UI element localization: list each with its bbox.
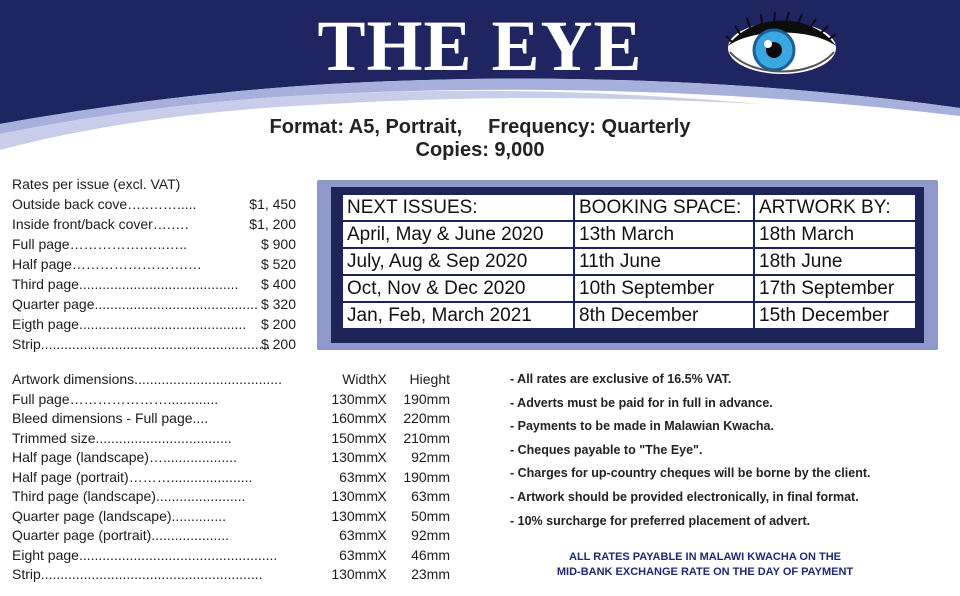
rate-label: Half page…………………….… bbox=[12, 256, 202, 272]
dim-label: Quarter page (portrait).................... bbox=[12, 527, 230, 543]
dim-x: X bbox=[377, 566, 387, 582]
rate-row bbox=[12, 294, 296, 314]
rate-label: Inside front/back cover….…. bbox=[12, 216, 189, 232]
dim-label: Strip......................................................... bbox=[12, 566, 263, 582]
dim-x: X bbox=[377, 468, 387, 485]
rate-label: Eigth page........................................... bbox=[12, 316, 247, 332]
table-cell: July, Aug & Sep 2020 bbox=[342, 248, 574, 275]
table-header-cell: BOOKING SPACE: bbox=[574, 194, 754, 221]
table-cell: 8th December bbox=[574, 302, 754, 329]
table-cell: 10th September bbox=[574, 275, 754, 302]
rate-price: $ 320 bbox=[260, 296, 296, 312]
rate-label: Outside back cove…..……..... bbox=[12, 196, 197, 212]
rate-row bbox=[12, 274, 296, 294]
dim-width: Width bbox=[342, 371, 378, 387]
dim-width: 63mm bbox=[339, 546, 378, 563]
dim-height: 63mm bbox=[411, 488, 450, 504]
note-item: - Charges for up-country cheques will be borne by the client. bbox=[510, 466, 871, 481]
rate-label: Third page......................................... bbox=[12, 276, 239, 292]
dim-width: 63mm bbox=[339, 527, 378, 543]
dim-x: X bbox=[377, 527, 387, 543]
rate-row bbox=[12, 194, 296, 214]
table-header-row bbox=[342, 194, 916, 221]
dim-label: Full page…………………............. bbox=[12, 390, 219, 407]
dimension-row bbox=[12, 487, 472, 507]
table-cell: 17th September bbox=[754, 275, 916, 302]
dimension-row bbox=[12, 565, 472, 585]
footer-line: MID-BANK EXCHANGE RATE ON THE DAY OF PAYMENT bbox=[556, 566, 854, 578]
dim-label: Artwork dimensions...................................... bbox=[12, 371, 282, 387]
table-row bbox=[342, 248, 916, 275]
dimension-row bbox=[12, 448, 472, 468]
rate-row bbox=[12, 334, 296, 354]
rate-price: $ 200 bbox=[260, 316, 296, 332]
note-item: - 10% surcharge for preferred placement of advert. bbox=[510, 513, 811, 528]
rates-heading: Rates per issue (excl. VAT) bbox=[12, 176, 181, 192]
rate-price: $1, 200 bbox=[249, 216, 296, 232]
payment-footer bbox=[500, 550, 910, 580]
magazine-title: THE EYE bbox=[317, 6, 643, 86]
format-frequency-line bbox=[0, 116, 960, 138]
rate-label: Full page…………….…..….. bbox=[12, 236, 188, 252]
dim-x: X bbox=[377, 371, 387, 387]
rate-price: $ 900 bbox=[260, 236, 296, 252]
dim-x: X bbox=[377, 390, 387, 407]
table-header-cell: NEXT ISSUES: bbox=[342, 194, 574, 221]
table-cell: 18th June bbox=[754, 248, 916, 275]
dim-width: 63mm bbox=[339, 468, 378, 485]
note-item: - Adverts must be paid for in full in advance. bbox=[510, 395, 773, 410]
dim-label: Third page (landscape)....................... bbox=[12, 488, 246, 504]
note-item: - Payments to be made in Malawian Kwacha. bbox=[510, 419, 774, 434]
dim-width: 130mm bbox=[331, 390, 378, 407]
dim-height: Hieght bbox=[409, 371, 450, 387]
dimension-row bbox=[12, 390, 472, 410]
table-cell: 15th December bbox=[754, 302, 916, 329]
terms-notes bbox=[510, 370, 950, 535]
dim-height: 190mm bbox=[403, 468, 450, 485]
footer-line: ALL RATES PAYABLE IN MALAWI KWACHA ON THE bbox=[569, 551, 841, 563]
table-cell: 18th March bbox=[754, 221, 916, 248]
rate-row bbox=[12, 314, 296, 334]
table-row bbox=[342, 302, 916, 329]
dim-width: 130mm bbox=[331, 449, 378, 465]
dim-width: 130mm bbox=[331, 566, 378, 582]
dim-x: X bbox=[377, 410, 387, 426]
dim-label: Quarter page (landscape).............. bbox=[12, 507, 226, 524]
note-item: - All rates are exclusive of 16.5% VAT. bbox=[510, 372, 732, 386]
rate-label: Quarter page.......................................... bbox=[12, 296, 258, 312]
table-cell: Jan, Feb, March 2021 bbox=[342, 302, 574, 329]
dimension-row bbox=[12, 409, 472, 429]
dim-label: Half page (landscape)…................... bbox=[12, 449, 237, 465]
table-cell: April, May & June 2020 bbox=[342, 221, 574, 248]
dim-height: 92mm bbox=[411, 527, 450, 543]
rate-price: $1, 450 bbox=[249, 196, 296, 212]
dim-label: Bleed dimensions - Full page.... bbox=[12, 410, 209, 426]
copies-text: Copies: 9,000 bbox=[415, 139, 545, 161]
table-cell: 11th June bbox=[574, 248, 754, 275]
rate-row bbox=[12, 234, 296, 254]
dimensions-header-row bbox=[12, 370, 472, 390]
dimension-row bbox=[12, 526, 472, 546]
table-cell: Oct, Nov & Dec 2020 bbox=[342, 275, 574, 302]
frequency-text: Frequency: Quarterly bbox=[488, 116, 691, 138]
dim-height: 220mm bbox=[403, 410, 450, 426]
dimension-row bbox=[12, 429, 472, 449]
dim-x: X bbox=[377, 507, 387, 524]
dim-height: 50mm bbox=[411, 507, 450, 524]
artwork-dimensions-list bbox=[12, 370, 472, 585]
table-cell: 13th March bbox=[574, 221, 754, 248]
dim-label: Trimmed size................................... bbox=[12, 429, 232, 446]
rate-price: $ 400 bbox=[260, 276, 296, 292]
dim-width: 160mm bbox=[331, 410, 378, 426]
dim-height: 210mm bbox=[403, 429, 450, 446]
rate-row bbox=[12, 214, 296, 234]
rate-label: Strip........................................................... bbox=[12, 336, 271, 352]
dimension-row bbox=[12, 546, 472, 566]
dimension-row bbox=[12, 468, 472, 488]
rate-row bbox=[12, 254, 296, 274]
dim-height: 92mm bbox=[411, 449, 450, 465]
table-row bbox=[342, 221, 916, 248]
schedule-table bbox=[341, 193, 917, 330]
dim-x: X bbox=[377, 449, 387, 465]
dim-x: X bbox=[377, 429, 387, 446]
rate-price: $ 520 bbox=[260, 256, 296, 272]
table-row bbox=[342, 275, 916, 302]
rate-price: $ 200 bbox=[260, 336, 296, 352]
dim-height: 46mm bbox=[411, 546, 450, 563]
note-item: - Artwork should be provided electronically, in final format. bbox=[510, 489, 859, 504]
dim-width: 150mm bbox=[331, 429, 378, 446]
rates-list bbox=[12, 174, 296, 354]
table-header-cell: ARTWORK BY: bbox=[754, 194, 916, 221]
dim-height: 23mm bbox=[411, 566, 450, 582]
dim-x: X bbox=[377, 488, 387, 504]
dim-label: Half page (portrait)………..................... bbox=[12, 468, 253, 485]
format-text: Format: A5, Portrait, bbox=[269, 116, 463, 138]
eye-logo-icon bbox=[722, 6, 842, 86]
dim-width: 130mm bbox=[331, 507, 378, 524]
dim-height: 190mm bbox=[403, 390, 450, 407]
dim-label: Eight page................................................... bbox=[12, 546, 278, 563]
dimension-row bbox=[12, 507, 472, 527]
note-item: - Cheques payable to "The Eye". bbox=[510, 442, 703, 457]
dim-x: X bbox=[377, 546, 387, 563]
dim-width: 130mm bbox=[331, 488, 378, 504]
